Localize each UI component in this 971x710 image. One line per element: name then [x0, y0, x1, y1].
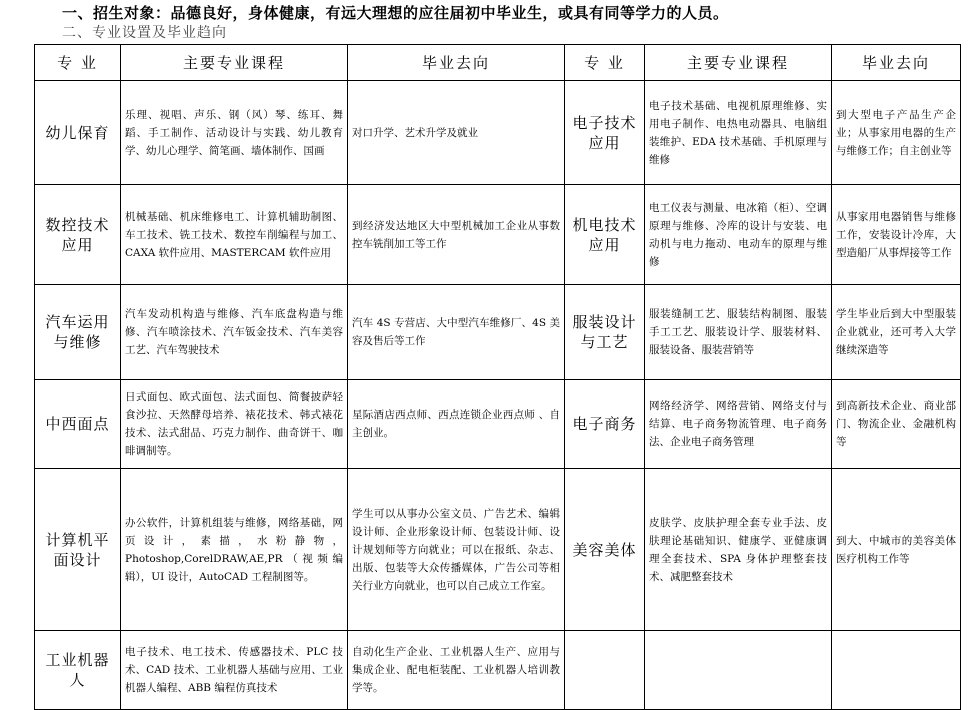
header-destination-right: 毕业去向 — [832, 45, 961, 81]
major-courses: 办公软件，计算机组装与维修，网络基础，网页设计，素描，水粉静物，Photoshop,CorelDRAW,AE,PR（视频编辑），UI 设计，AutoCAD 工程制图等。 — [121, 469, 348, 631]
major-courses: 乐理、视唱、声乐、钢（风）琴、练耳、舞蹈、手工制作、活动设计与实践、幼儿教育学、幼儿心理学、简笔画、墙体制作、国画 — [121, 81, 348, 185]
table-row — [35, 380, 961, 469]
header-destination-left: 毕业去向 — [348, 45, 565, 81]
major-courses: 汽车发动机构造与维修、汽车底盘构造与维修、汽车喷涂技术、汽车钣金技术、汽车美容工艺、汽车驾驶技术 — [121, 285, 348, 380]
header-major-left: 专 业 — [35, 45, 121, 81]
major-name: 幼儿保育 — [35, 81, 121, 185]
major-courses: 皮肤学、皮肤护理全套专业手法、皮肤理论基础知识、健康学、亚健康调理全套技术、SPA 身体护理整套技术、减肥整套技术 — [645, 469, 832, 631]
header-courses-right: 主要专业课程 — [645, 45, 832, 81]
major-destination: 汽车 4S 专营店、大中型汽车维修厂、4S 美容及售后等工作 — [348, 285, 565, 380]
major-courses: 日式面包、欧式面包、法式面包、简餐披萨轻食沙拉、天然酵母培养、裱花技术、韩式裱花技术、法式甜品、巧克力制作、曲奇饼干、咖啡调制等。 — [121, 380, 348, 469]
table-row — [35, 631, 961, 710]
header-major-right: 专 业 — [565, 45, 645, 81]
major-courses: 网络经济学、网络营销、网络支付与结算、电子商务物流管理、电子商务法、企业电子商务管理 — [645, 380, 832, 469]
table-row — [35, 469, 961, 631]
major-destination: 到经济发达地区大中型机械加工企业从事数控车铣削加工等工作 — [348, 185, 565, 285]
major-name: 美容美体 — [565, 469, 645, 631]
majors-section-heading: 二、专业设置及毕业趋向 — [62, 25, 227, 41]
major-courses: 电工仪表与测量、电冰箱（柜）、空调原理与维修、冷库的设计与安装、电动机与电力拖动、电动车的原理与维修 — [645, 185, 832, 285]
empty-cell — [645, 631, 832, 710]
enrollment-target-heading: 一、招生对象：品德良好，身体健康，有远大理想的应往届初中毕业生，或具有同等学力的人员。 — [62, 4, 729, 22]
major-destination: 到大型电子产品生产企业；从事家用电器的生产与维修工作；自主创业等 — [832, 81, 961, 185]
major-name: 服装设计与工艺 — [565, 285, 645, 380]
empty-cell — [565, 631, 645, 710]
table-header-row — [35, 45, 961, 81]
major-name: 数控技术应用 — [35, 185, 121, 285]
major-destination: 学生毕业后到大中型服装企业就业，还可考入大学继续深造等 — [832, 285, 961, 380]
major-destination: 星际酒店西点师、西点连锁企业西点师 、自主创业。 — [348, 380, 565, 469]
major-destination: 到高新技术企业、商业部门、物流企业、金融机构等 — [832, 380, 961, 469]
table-row — [35, 185, 961, 285]
major-name: 工业机器人 — [35, 631, 121, 710]
major-courses: 服装缝制工艺、服装结构制图、服装手工工艺、服装设计学、服装材料、服装设备、服装营销等 — [645, 285, 832, 380]
empty-cell — [832, 631, 961, 710]
major-name: 电子商务 — [565, 380, 645, 469]
major-name: 计算机平面设计 — [35, 469, 121, 631]
major-courses: 机械基础、机床维修电工、计算机辅助制图、车工技术、铣工技术、数控车削编程与加工、CAXA 软件应用、MASTERCAM 软件应用 — [121, 185, 348, 285]
major-name: 电子技术应用 — [565, 81, 645, 185]
table-row — [35, 81, 961, 185]
major-destination: 到大、中城市的美容美体医疗机构工作等 — [832, 469, 961, 631]
major-name: 机电技术应用 — [565, 185, 645, 285]
table-row — [35, 285, 961, 380]
major-name: 中西面点 — [35, 380, 121, 469]
major-destination: 学生可以从事办公室文员、广告艺术、编辑设计师、企业形象设计师、包装设计师、设计规划师等方向就业；可以在报纸、杂志、出版、包装等大众传播媒体，广告公司等相关行业方向就业，也可以自己成立工作室。 — [348, 469, 565, 631]
major-destination: 从事家用电器销售与维修工作，安装设计冷库，大型造船厂从事焊接等工作 — [832, 185, 961, 285]
major-name: 汽车运用与维修 — [35, 285, 121, 380]
major-courses: 电子技术、电工技术、传感器技术、PLC 技术、CAD 技术、工业机器人基础与应用、工业机器人编程、ABB 编程仿真技术 — [121, 631, 348, 710]
major-destination: 对口升学、艺术升学及就业 — [348, 81, 565, 185]
majors-table — [34, 44, 961, 710]
major-destination: 自动化生产企业、工业机器人生产、应用与集成企业、配电柜装配、工业机器人培训教学等。 — [348, 631, 565, 710]
major-courses: 电子技术基础、电视机原理维修、实用电子制作、电热电动器具、电脑组装维护、EDA 技术基础、手机原理与维修 — [645, 81, 832, 185]
header-courses-left: 主要专业课程 — [121, 45, 348, 81]
